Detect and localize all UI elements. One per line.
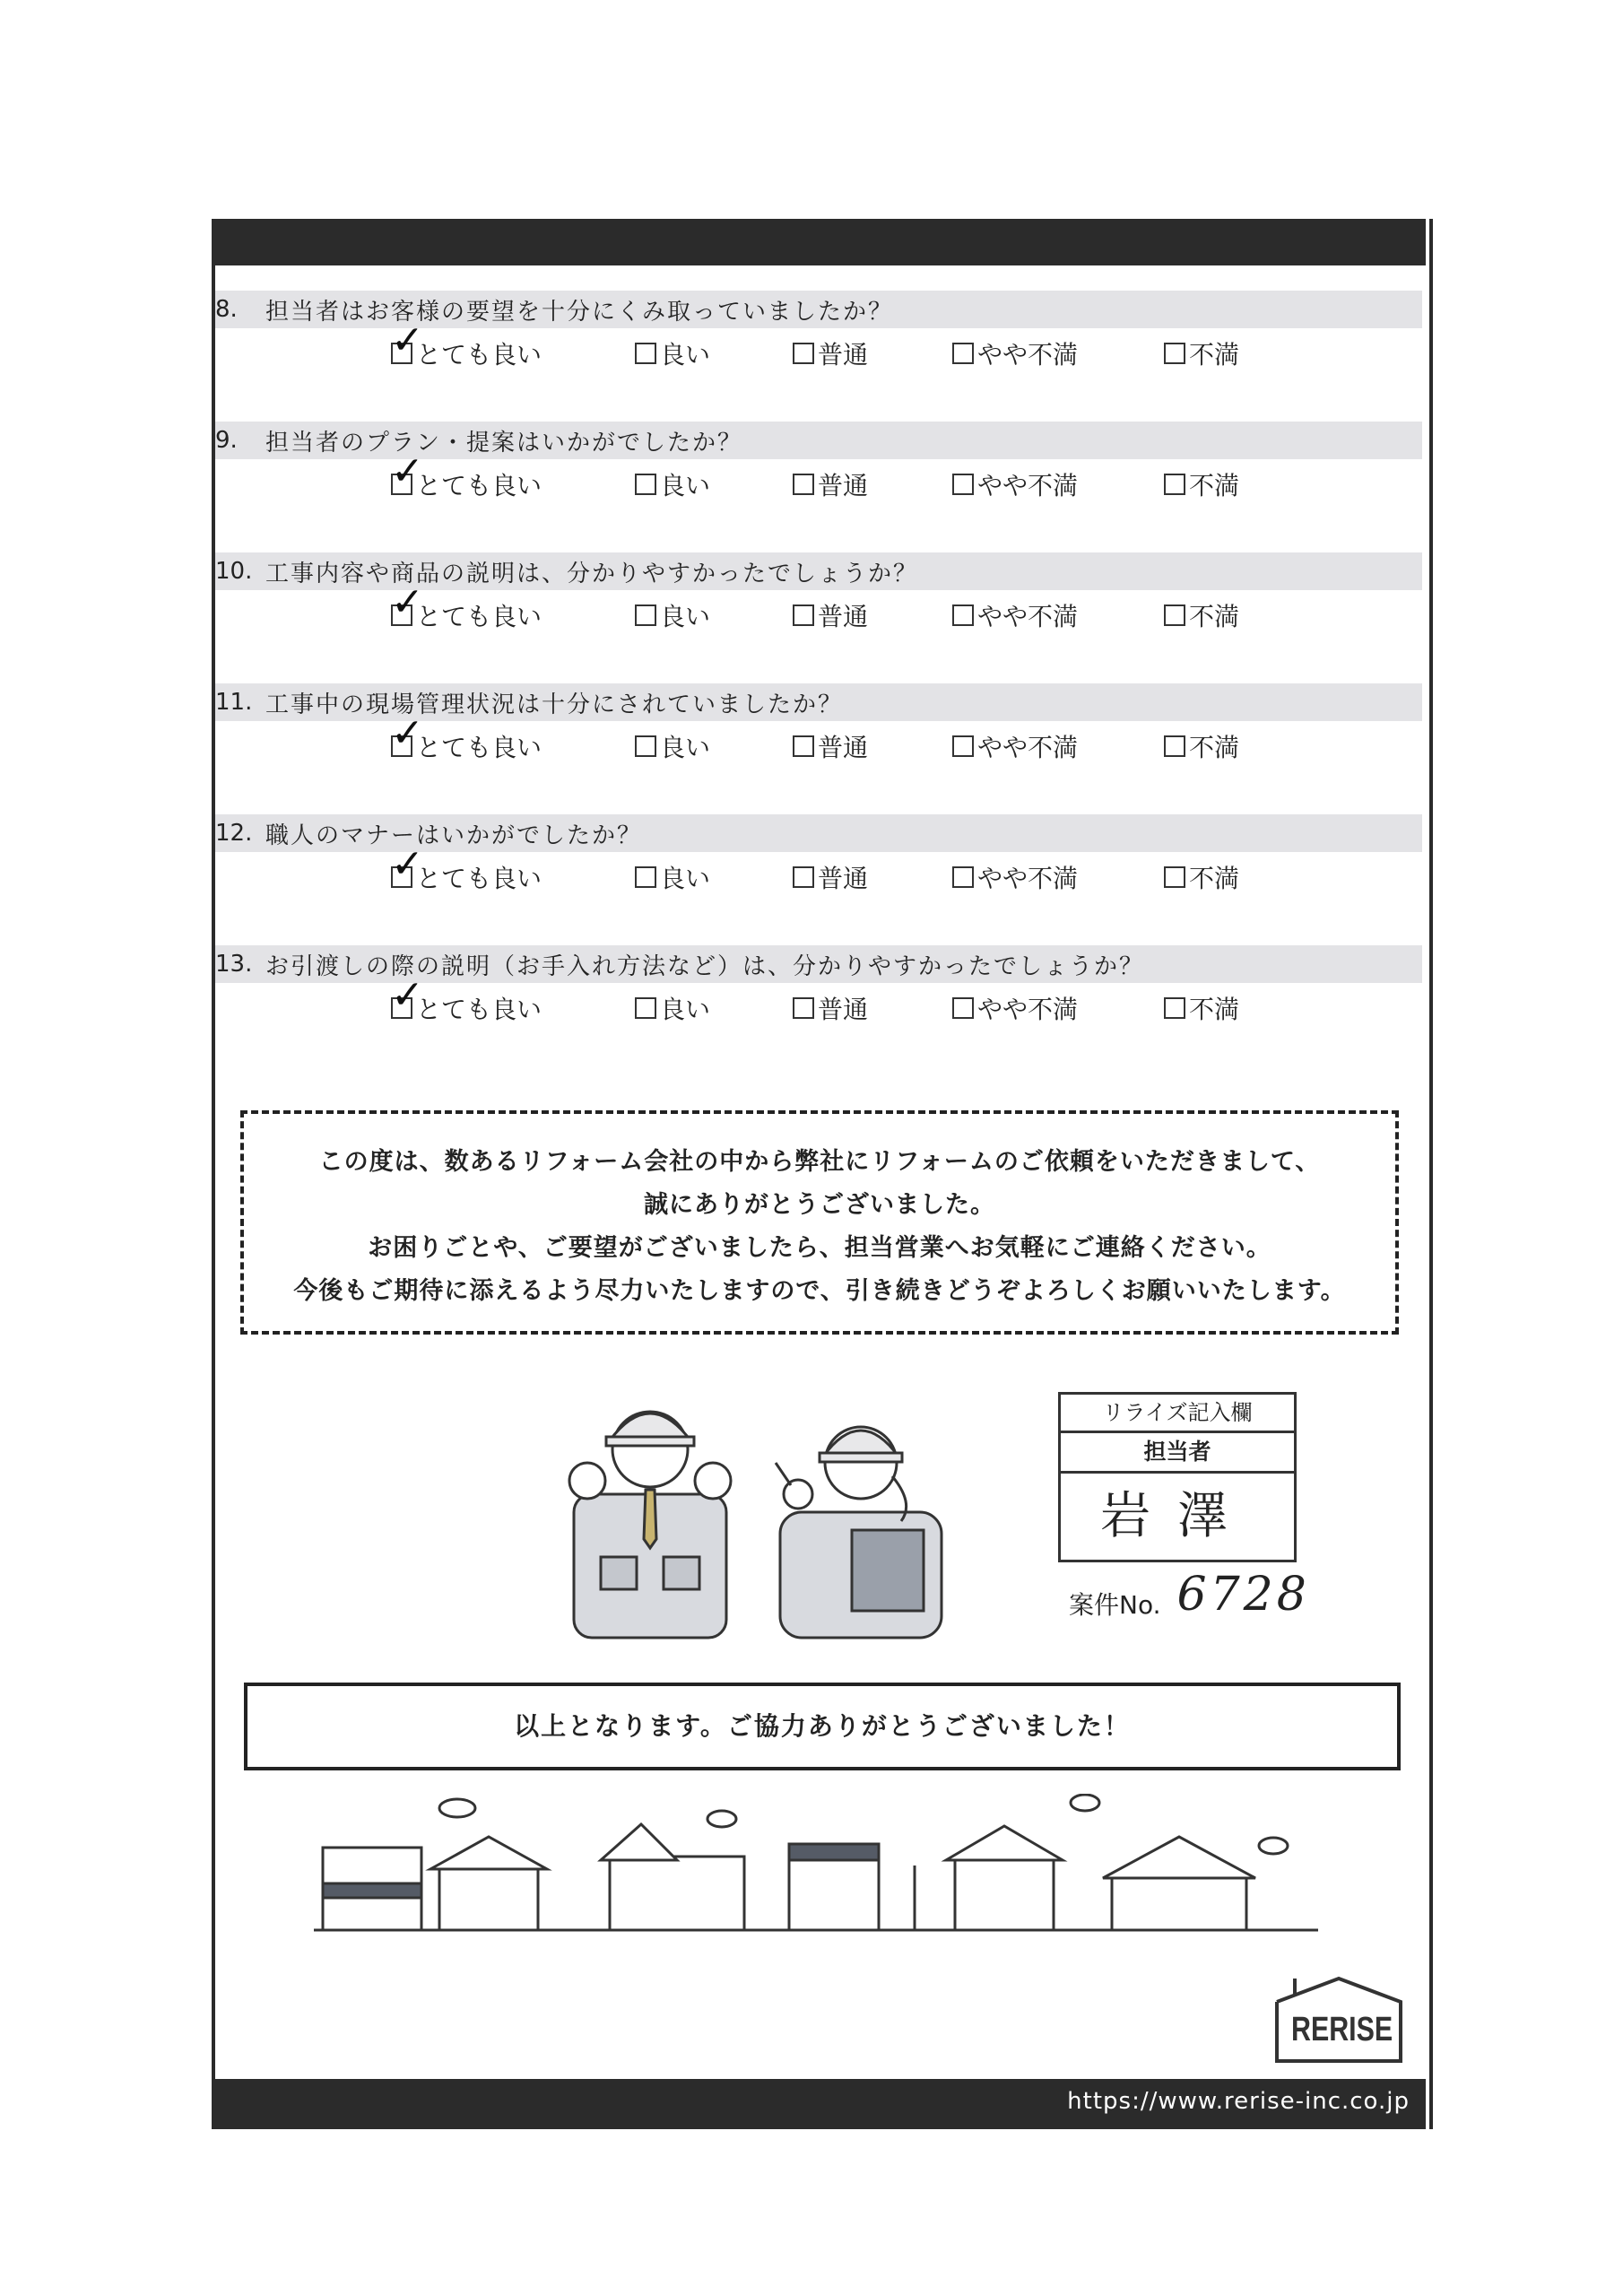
question-number: 12. bbox=[215, 820, 253, 847]
case-number-value: 6728 bbox=[1176, 1568, 1310, 1622]
checkbox[interactable] bbox=[793, 474, 814, 495]
checkbox[interactable] bbox=[391, 448, 424, 495]
option-somewhat-dissatisfied[interactable]: やや不満 bbox=[952, 466, 1078, 502]
option-average[interactable]: 普通 bbox=[793, 859, 868, 895]
question-13 bbox=[215, 945, 1422, 1037]
option-very-good[interactable]: ✓ とても良い bbox=[391, 972, 542, 1024]
question-text: 職人のマナーはいかがでしたか？ bbox=[265, 822, 643, 849]
question-number: 9. bbox=[215, 427, 238, 454]
question-text: 工事中の現場管理状況は十分にされていましたか？ bbox=[265, 691, 844, 718]
option-dissatisfied[interactable]: 不満 bbox=[1164, 466, 1239, 502]
checkbox[interactable] bbox=[952, 735, 974, 757]
checkbox[interactable] bbox=[793, 866, 814, 888]
checkbox[interactable] bbox=[1164, 343, 1185, 364]
checkbox[interactable] bbox=[635, 343, 656, 364]
question-8 bbox=[215, 291, 1422, 382]
option-good[interactable]: 良い bbox=[635, 728, 710, 764]
question-text: 担当者はお客様の要望を十分にくみ取っていましたか？ bbox=[265, 298, 894, 326]
option-very-good[interactable]: ✓ とても良い bbox=[391, 841, 542, 893]
thank-you-message-box bbox=[240, 1110, 1399, 1335]
checkbox[interactable] bbox=[391, 317, 424, 364]
option-good[interactable]: 良い bbox=[635, 335, 710, 371]
check-mark-icon: ✓ bbox=[391, 710, 424, 756]
rating-options bbox=[215, 841, 1422, 906]
check-mark-icon: ✓ bbox=[391, 317, 424, 363]
option-very-good[interactable]: ✓ とても良い bbox=[391, 448, 542, 500]
checkbox[interactable] bbox=[952, 866, 974, 888]
option-average[interactable]: 普通 bbox=[793, 597, 868, 633]
option-dissatisfied[interactable]: 不満 bbox=[1164, 990, 1239, 1026]
question-number: 11. bbox=[215, 689, 253, 716]
checkbox[interactable] bbox=[1164, 474, 1185, 495]
rating-options bbox=[215, 579, 1422, 644]
option-average[interactable]: 普通 bbox=[793, 990, 868, 1026]
checkbox[interactable] bbox=[793, 735, 814, 757]
workers-illustration bbox=[556, 1378, 968, 1647]
checkbox[interactable] bbox=[391, 710, 424, 757]
question-12 bbox=[215, 814, 1422, 906]
option-dissatisfied[interactable]: 不満 bbox=[1164, 597, 1239, 633]
message-line: 今後もご期待に添えるよう尽力いたしますので、引き続きどうぞよろしくお願いいたします。 bbox=[293, 1277, 1346, 1305]
rating-options bbox=[215, 448, 1422, 513]
option-very-good[interactable]: ✓ とても良い bbox=[391, 317, 542, 370]
option-somewhat-dissatisfied[interactable]: やや不満 bbox=[952, 990, 1078, 1026]
option-good[interactable]: 良い bbox=[635, 597, 710, 633]
top-bar bbox=[212, 219, 1426, 265]
staff-signature: 岩澤 bbox=[1058, 1474, 1297, 1562]
checkbox[interactable] bbox=[635, 735, 656, 757]
option-average[interactable]: 普通 bbox=[793, 335, 868, 371]
question-11 bbox=[215, 683, 1422, 775]
rating-options bbox=[215, 710, 1422, 775]
rating-options bbox=[215, 972, 1422, 1037]
option-very-good[interactable]: ✓ とても良い bbox=[391, 710, 542, 762]
staff-label: 担当者 bbox=[1058, 1433, 1297, 1474]
checkbox[interactable] bbox=[635, 604, 656, 626]
question-10 bbox=[215, 552, 1422, 644]
option-dissatisfied[interactable]: 不満 bbox=[1164, 859, 1239, 895]
checkbox[interactable] bbox=[952, 474, 974, 495]
option-somewhat-dissatisfied[interactable]: やや不満 bbox=[952, 728, 1078, 764]
checkbox[interactable] bbox=[1164, 604, 1185, 626]
checkbox[interactable] bbox=[635, 866, 656, 888]
option-somewhat-dissatisfied[interactable]: やや不満 bbox=[952, 859, 1078, 895]
option-dissatisfied[interactable]: 不満 bbox=[1164, 728, 1239, 764]
question-number: 10. bbox=[215, 558, 253, 585]
rating-options bbox=[215, 317, 1422, 382]
checkbox[interactable] bbox=[1164, 735, 1185, 757]
message-line: 誠にありがとうございました。 bbox=[644, 1191, 995, 1219]
checkbox[interactable] bbox=[635, 474, 656, 495]
question-text: お引渡しの際の説明（お手入れ方法など）は、分かりやすかったでしょうか？ bbox=[265, 952, 1145, 980]
check-mark-icon: ✓ bbox=[391, 972, 424, 1018]
option-very-good[interactable]: ✓ とても良い bbox=[391, 579, 542, 631]
staff-box-header: リライズ記入欄 bbox=[1058, 1392, 1297, 1433]
option-good[interactable]: 良い bbox=[635, 466, 710, 502]
checkbox[interactable] bbox=[793, 343, 814, 364]
townscape-illustration bbox=[314, 1794, 1318, 1937]
option-average[interactable]: 普通 bbox=[793, 728, 868, 764]
message-line: お困りごとや、ご要望がございましたら、担当営業へお気軽にご連絡ください。 bbox=[368, 1234, 1271, 1262]
option-dissatisfied[interactable]: 不満 bbox=[1164, 335, 1239, 371]
question-number: 8. bbox=[215, 296, 238, 323]
question-text: 担当者のプラン・提案はいかがでしたか？ bbox=[265, 429, 743, 457]
checkbox[interactable] bbox=[793, 997, 814, 1019]
check-mark-icon: ✓ bbox=[391, 579, 424, 625]
question-text: 工事内容や商品の説明は、分かりやすかったでしょうか？ bbox=[265, 560, 919, 587]
question-9 bbox=[215, 422, 1422, 513]
option-good[interactable]: 良い bbox=[635, 990, 710, 1026]
option-somewhat-dissatisfied[interactable]: やや不満 bbox=[952, 335, 1078, 371]
checkbox[interactable] bbox=[635, 997, 656, 1019]
checkbox[interactable] bbox=[1164, 866, 1185, 888]
case-number bbox=[1069, 1568, 1310, 1622]
closing-thanks-box: 以上となります。ご協力ありがとうございました！ bbox=[244, 1683, 1401, 1770]
rerise-logo-text: RERISE bbox=[1291, 2011, 1393, 2048]
option-average[interactable]: 普通 bbox=[793, 466, 868, 502]
check-mark-icon: ✓ bbox=[391, 448, 424, 494]
option-good[interactable]: 良い bbox=[635, 859, 710, 895]
question-number: 13. bbox=[215, 951, 253, 978]
staff-entry-box bbox=[1058, 1392, 1297, 1562]
option-somewhat-dissatisfied[interactable]: やや不満 bbox=[952, 597, 1078, 633]
checkbox[interactable] bbox=[1164, 997, 1185, 1019]
message-line: この度は、数あるリフォーム会社の中から弊社にリフォームのご依頼をいただきまして、 bbox=[318, 1148, 1321, 1176]
checkbox[interactable] bbox=[793, 604, 814, 626]
checkbox[interactable] bbox=[952, 997, 974, 1019]
checkbox[interactable] bbox=[391, 579, 424, 626]
check-mark-icon: ✓ bbox=[391, 841, 424, 887]
checkbox[interactable] bbox=[952, 343, 974, 364]
case-number-label: 案件No. bbox=[1069, 1590, 1161, 1620]
checkbox[interactable] bbox=[391, 841, 424, 888]
checkbox[interactable] bbox=[952, 604, 974, 626]
checkbox[interactable] bbox=[391, 972, 424, 1019]
website-url[interactable]: https://www.rerise-inc.co.jp bbox=[1067, 2088, 1410, 2115]
